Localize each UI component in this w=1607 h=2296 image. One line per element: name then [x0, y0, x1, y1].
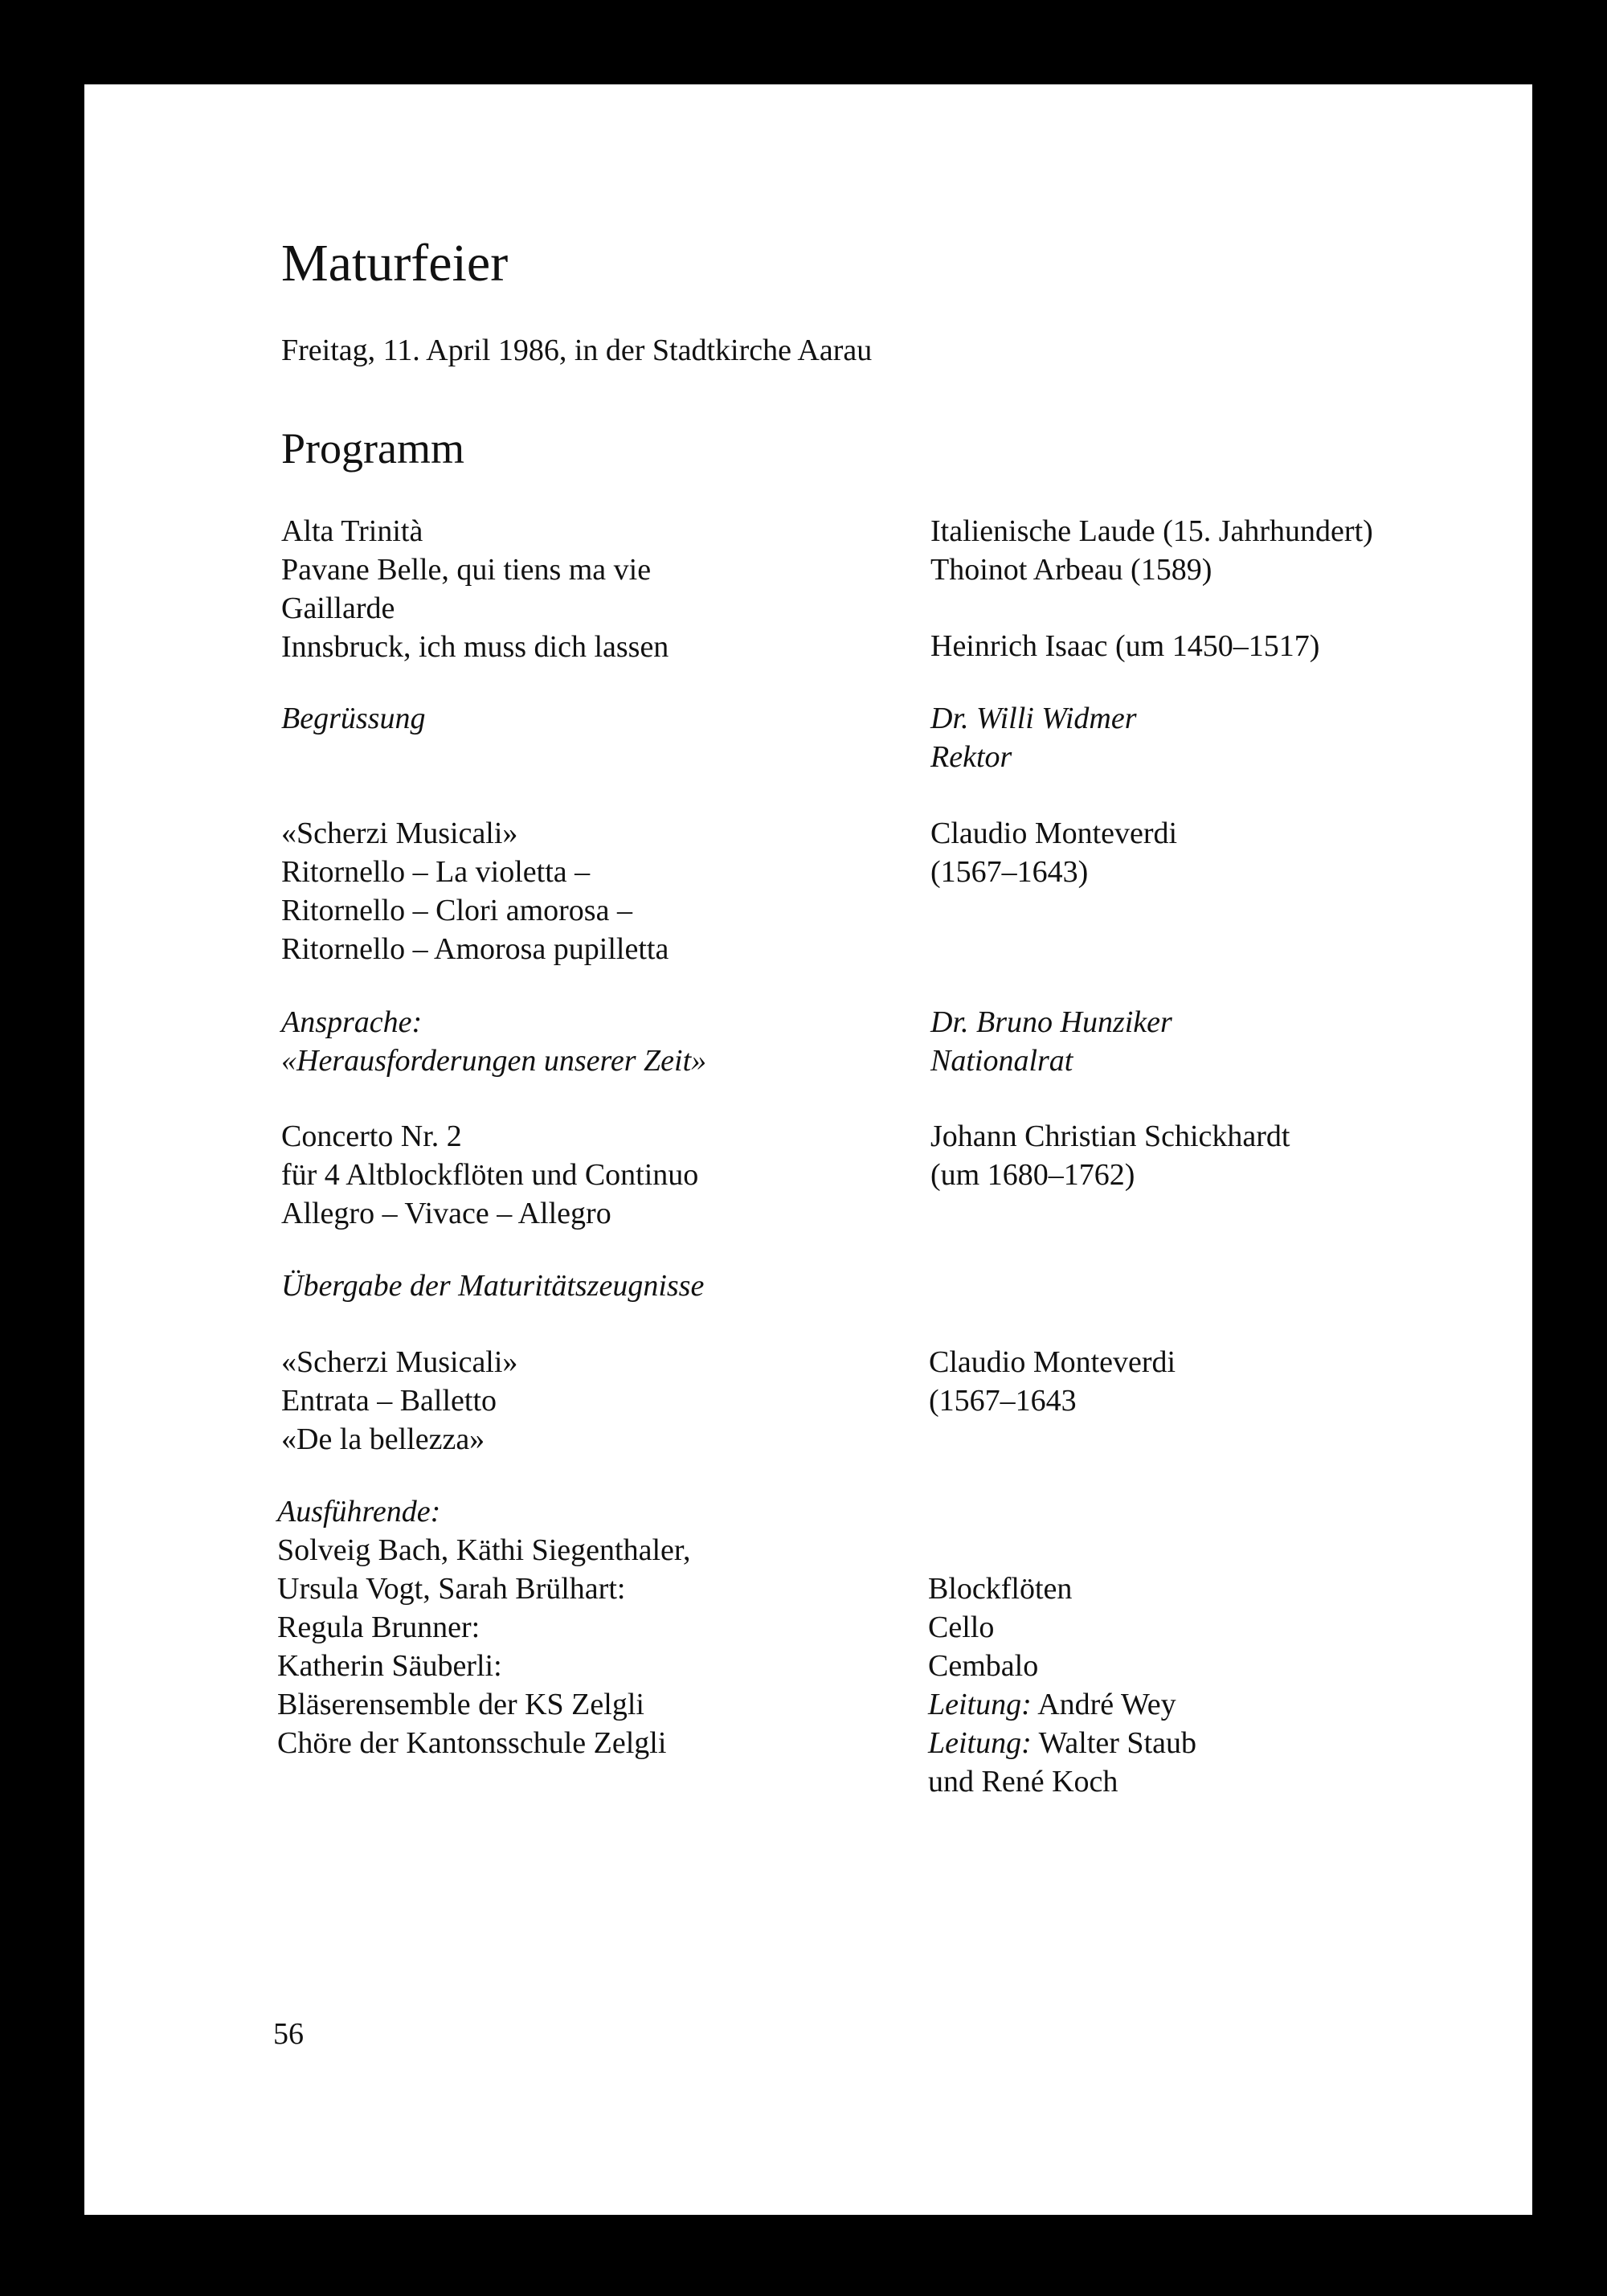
program-line: «Scherzi Musicali»	[281, 1345, 518, 1379]
composer-line: (1567–1643	[929, 1384, 1077, 1418]
instrument-line: Blockflöten	[928, 1572, 1073, 1606]
speaker-line: Dr. Bruno Hunziker	[930, 1005, 1172, 1039]
composer-line: Thoinot Arbeau (1589)	[930, 553, 1212, 587]
instrument-line: Cello	[928, 1610, 995, 1644]
leitung-label: Leitung:	[928, 1688, 1032, 1721]
composer-line: (1567–1643)	[930, 855, 1089, 889]
performer-line: Katherin Säuberli:	[277, 1649, 502, 1683]
performers-list	[277, 1492, 691, 1762]
composer-line: Italienische Laude (15. Jahrhundert)	[930, 514, 1373, 548]
instrument-line: Cembalo	[928, 1649, 1039, 1683]
program-line: Ritornello – Amorosa pupilletta	[281, 932, 669, 966]
instruments-list	[928, 1570, 1196, 1801]
speaker-rektor	[930, 699, 1137, 776]
leitung-name: André Wey	[1037, 1688, 1176, 1721]
composer-block3	[930, 814, 1177, 891]
performer-line: Chöre der Kantonsschule Zelgli	[277, 1726, 667, 1760]
composer-block7	[929, 1343, 1176, 1420]
program-item-scherzi-2	[281, 1343, 517, 1459]
leitung-name: Walter Staub	[1038, 1726, 1196, 1760]
composer-block1b	[930, 627, 1319, 665]
instrument-line: und René Koch	[928, 1765, 1118, 1799]
composer-line: Heinrich Isaac (um 1450–1517)	[930, 629, 1320, 663]
performers-heading: Ausführende:	[277, 1495, 441, 1529]
program-item-speech	[281, 1003, 706, 1080]
program-line: Ansprache:	[281, 1005, 423, 1039]
program-line: «De la bellezza»	[281, 1422, 485, 1456]
composer-line: (um 1680–1762)	[930, 1158, 1135, 1192]
program-item-concerto	[281, 1117, 698, 1233]
leitung-label: Leitung:	[928, 1726, 1032, 1760]
program-line: Alta Trinità	[281, 514, 423, 548]
speaker-nationalrat	[930, 1003, 1172, 1080]
leitung-line	[928, 1724, 1196, 1762]
speaker-line: Dr. Willi Widmer	[930, 702, 1137, 735]
composer-block5	[930, 1117, 1290, 1194]
program-line: «Herausforderungen unserer Zeit»	[281, 1044, 707, 1078]
program-line: Begrüssung	[281, 702, 426, 735]
program-item-greeting	[281, 699, 425, 738]
program-line: «Scherzi Musicali»	[281, 816, 518, 850]
event-subtitle: Freitag, 11. April 1986, in der Stadtkirche Aarau	[281, 334, 873, 367]
composer-block1	[930, 512, 1373, 589]
page-title: Maturfeier	[281, 234, 509, 293]
composer-line: Claudio Monteverdi	[930, 816, 1178, 850]
program-line: Entrata – Balletto	[281, 1384, 497, 1418]
program-line: Gaillarde	[281, 591, 395, 625]
program-line: Concerto Nr. 2	[281, 1119, 462, 1153]
program-item-scherzi-1	[281, 814, 669, 968]
program-line: für 4 Altblockflöten und Continuo	[281, 1158, 699, 1192]
performer-line: Bläserensemble der KS Zelgli	[277, 1688, 644, 1721]
performer-line: Regula Brunner:	[277, 1610, 480, 1644]
program-line: Allegro – Vivace – Allegro	[281, 1197, 611, 1230]
performer-line: Ursula Vogt, Sarah Brülhart:	[277, 1572, 626, 1606]
program-line: Innsbruck, ich muss dich lassen	[281, 630, 669, 664]
page-number: 56	[273, 2017, 304, 2051]
program-line: Pavane Belle, qui tiens ma vie	[281, 553, 652, 587]
speaker-line: Nationalrat	[930, 1044, 1073, 1078]
speaker-line: Rektor	[930, 740, 1012, 774]
composer-line: Johann Christian Schickhardt	[930, 1119, 1290, 1153]
program-line: Ritornello – Clori amorosa –	[281, 894, 632, 927]
program-heading: Programm	[281, 424, 464, 473]
composer-line: Claudio Monteverdi	[929, 1345, 1176, 1379]
leitung-line	[928, 1685, 1196, 1724]
program-item-block1	[281, 512, 669, 666]
performer-line: Solveig Bach, Käthi Siegenthaler,	[277, 1533, 691, 1567]
program-line: Ritornello – La violetta –	[281, 855, 591, 889]
program-item-diplomas	[281, 1267, 704, 1305]
program-line: Übergabe der Maturitätszeugnisse	[281, 1269, 705, 1303]
